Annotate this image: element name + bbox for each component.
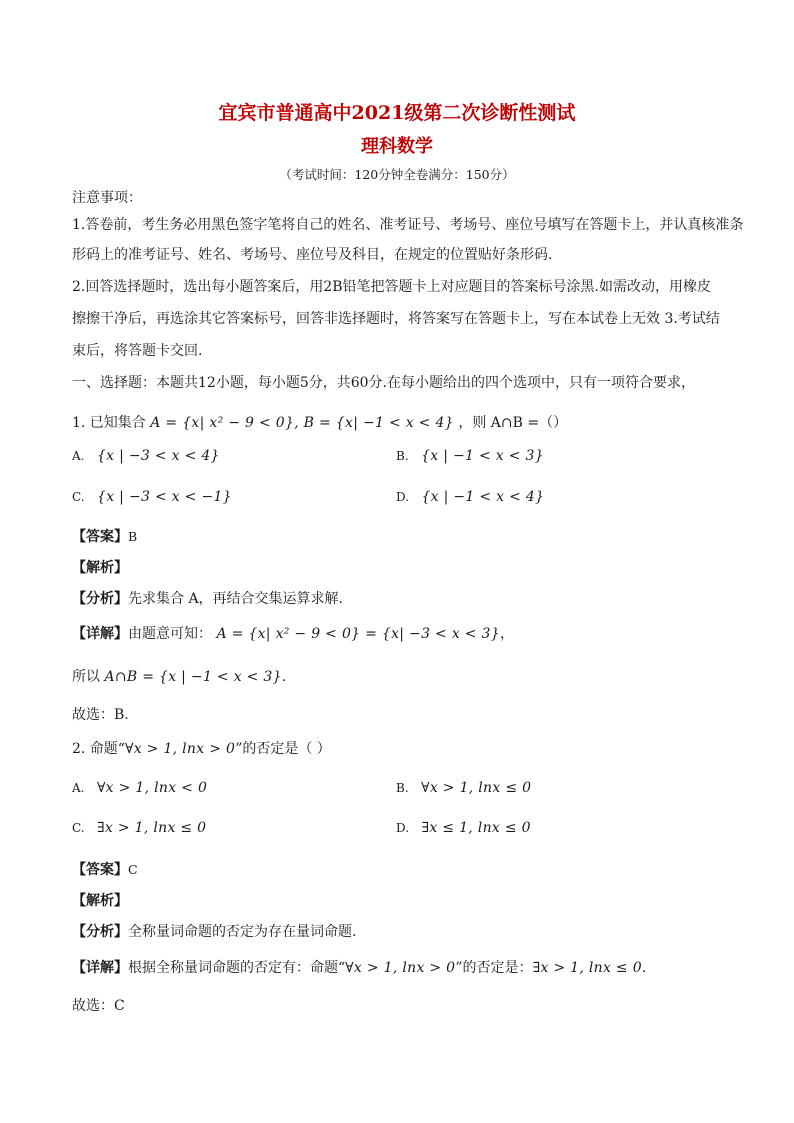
- q2-detail-prefix: 根据全称量词命题的否定有：命题“: [128, 960, 346, 976]
- q1-option-d-text: {x | −1 < x < 4}: [421, 489, 545, 505]
- q1-option-c-label: C.: [72, 490, 85, 504]
- q2-detail-math-2: ∃x > 1, lnx ≤ 0: [532, 960, 642, 976]
- q1-stem-math: A = {x| x² − 9 < 0}, B = {x| −1 < x < 4}: [150, 415, 454, 431]
- q1-detail: [72, 623, 514, 643]
- q2-option-a-label: A.: [72, 781, 85, 795]
- q1-option-b: [396, 448, 544, 464]
- q1-answer-tag: 【答案】: [72, 529, 128, 545]
- q1-so-suffix: .: [281, 669, 287, 685]
- q2-fenxi-tag: 【分析】: [72, 924, 128, 940]
- q2-stem-suffix: ”的否定是（ ）: [235, 741, 331, 757]
- q2-option-b-text: ∀x > 1, lnx ≤ 0: [421, 780, 532, 796]
- question-2-stem: [72, 738, 331, 758]
- q2-detail-tag: 【详解】: [72, 960, 128, 976]
- q1-option-c-text: {x | −3 < x < −1}: [97, 489, 232, 505]
- q1-detail-math: A = {x| x² − 9 < 0} = {x| −3 < x < 3}: [216, 626, 500, 642]
- q2-fenxi: [72, 921, 356, 941]
- q2-analysis-tag: [72, 890, 128, 910]
- q1-option-b-label: B.: [396, 449, 409, 463]
- q1-answer-value: B: [128, 529, 138, 544]
- q2-option-d-text: ∃x ≤ 1, lnx ≤ 0: [421, 820, 531, 836]
- q1-so-prefix: 所以: [72, 669, 105, 685]
- notice-line-5: 束后，将答题卡交回.: [72, 343, 203, 359]
- q2-option-c: [72, 820, 206, 836]
- q1-option-d: [396, 489, 544, 505]
- q1-detail-tag: 【详解】: [72, 626, 128, 642]
- q1-option-a-label: A.: [72, 449, 85, 463]
- q2-option-a-text: ∀x > 1, lnx < 0: [96, 780, 208, 796]
- q2-stem-prefix: 2. 命题“: [72, 741, 125, 757]
- q1-analysis-tag: [72, 557, 128, 577]
- q1-answer: [72, 526, 137, 546]
- q1-stem-prefix: 1. 已知集合: [72, 415, 146, 431]
- q2-detail-math-1: ∀x > 1, lnx > 0: [345, 960, 456, 976]
- q2-answer-value: C: [128, 862, 138, 877]
- notice-line-3: 2.回答选择题时，选出每小题答案后，用2B铅笔把答题卡上对应题目的答案标号涂黑.如需改动，用橡皮: [72, 279, 712, 295]
- q1-detail-prefix: 由题意可知：: [128, 626, 212, 642]
- q2-option-a: [72, 780, 207, 796]
- q1-fenxi-text: 先求集合 A，再结合交集运算求解.: [128, 591, 344, 607]
- q2-answer-tag: 【答案】: [72, 862, 128, 878]
- exam-title: 宜宾市普通高中2021级第二次诊断性测试: [218, 102, 576, 124]
- q2-option-b: [396, 780, 531, 796]
- q1-detail-suffix: ，: [499, 626, 514, 642]
- q1-option-a: [72, 448, 220, 464]
- q2-detail: [72, 957, 646, 977]
- q2-fenxi-text: 全称量词命题的否定为存在量词命题.: [128, 924, 357, 940]
- notice-line-1: 1.答卷前，考生务必用黑色签字笔将自己的姓名、准考证号、考场号、座位号填写在答题卡上，并认真核准条: [72, 217, 744, 233]
- q2-option-c-label: C.: [72, 821, 85, 835]
- q1-so-math: A∩B = {x | −1 < x < 3}: [104, 669, 282, 685]
- q1-option-d-label: D.: [396, 490, 410, 504]
- q2-answer: [72, 859, 138, 879]
- q2-option-b-label: B.: [396, 781, 409, 795]
- q2-option-d: [396, 820, 531, 836]
- notice-heading: 注意事项：: [72, 190, 142, 206]
- q2-analysis-label: 【解析】: [72, 893, 128, 909]
- q1-so: [72, 666, 286, 686]
- section-heading: 一、选择题：本题共12小题，每小题5分，共60分.在每小题给出的四个选项中，只有一项符合要求，: [72, 375, 695, 391]
- q2-option-c-text: ∃x > 1, lnx ≤ 0: [97, 820, 207, 836]
- q1-option-b-text: {x | −1 < x < 3}: [421, 448, 544, 464]
- q2-detail-mid: ”的否定是：: [455, 960, 533, 976]
- q1-stem-suffix: ，则 A∩B =（）: [458, 415, 568, 431]
- q1-fenxi: [72, 588, 343, 608]
- q1-analysis-label: 【解析】: [72, 560, 128, 576]
- subject-title: 理科数学: [361, 136, 433, 157]
- q1-choose: 故选：B.: [72, 707, 129, 723]
- q2-option-d-label: D.: [396, 821, 410, 835]
- notice-line-4: 擦擦干净后，再选涂其它答案标号，回答非选择题时，将答案写在答题卡上，写在本试卷上无效 3.考试结: [72, 311, 720, 327]
- question-1-stem: [72, 412, 567, 432]
- q1-option-c: [72, 489, 232, 505]
- q1-option-a-text: {x | −3 < x < 4}: [96, 448, 220, 464]
- q1-fenxi-tag: 【分析】: [72, 591, 128, 607]
- q2-detail-suffix: .: [641, 960, 647, 976]
- q2-choose: 故选：C: [72, 998, 125, 1014]
- q2-stem-math: ∀x > 1, lnx > 0: [124, 741, 236, 757]
- notice-line-2: 形码上的准考证号、姓名、考场号、座位号及科目，在规定的位置贴好条形码.: [72, 247, 553, 263]
- exam-info: （考试时间：120分钟全卷满分：150分）: [279, 167, 515, 182]
